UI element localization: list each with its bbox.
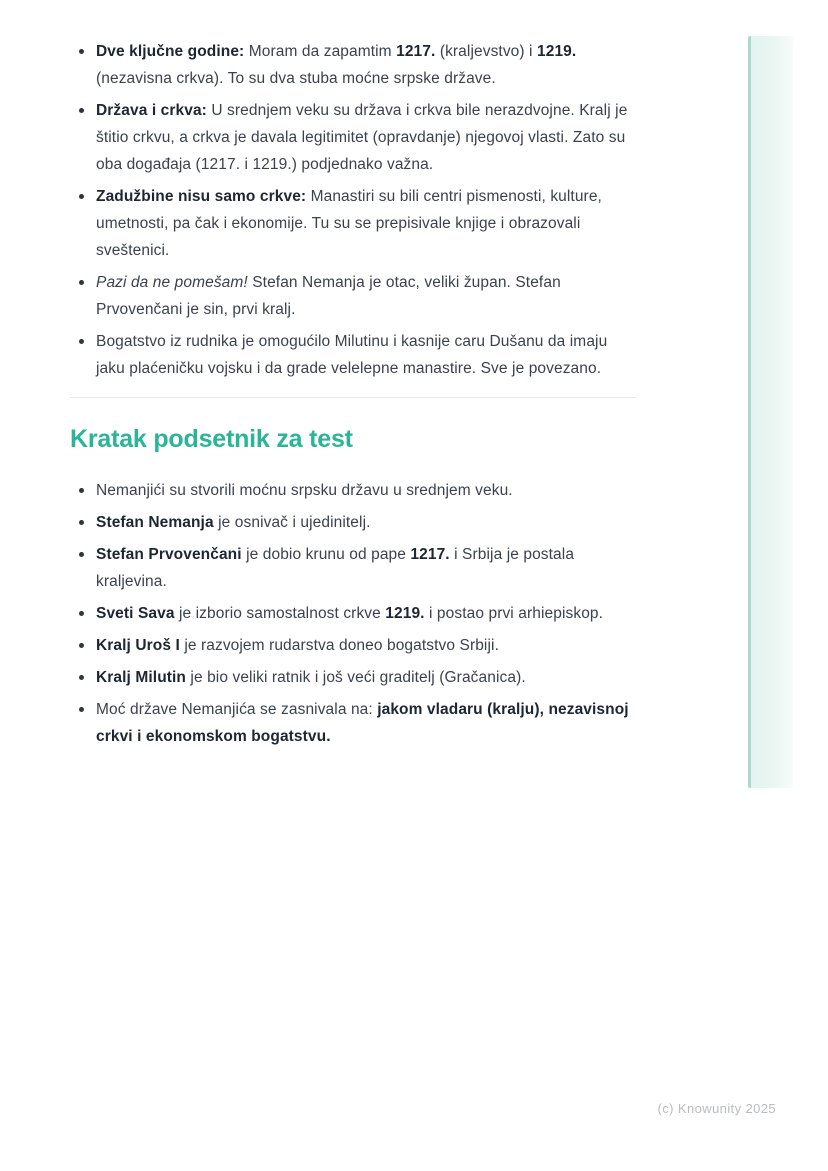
text-segment: Sveti Sava: [96, 605, 175, 622]
section-divider: [70, 397, 636, 398]
text-segment: Zadužbine nisu samo crkve:: [96, 188, 307, 205]
note-content: [70, 38, 636, 755]
text-segment: i Srbija je postala kraljevina.: [96, 546, 575, 590]
text-segment: 1219.: [385, 605, 425, 622]
text-segment: Stefan Nemanja: [96, 514, 214, 531]
text-segment: Moć države Nemanjića se zasnivala na:: [96, 701, 378, 718]
text-segment: (nezavisna crkva). To su dva stuba moćne srpske države.: [96, 70, 496, 87]
copyright-footer: (c) Knowunity 2025: [657, 1101, 776, 1116]
text-segment: Stefan Nemanja je otac, veliki župan. Stefan Prvovenčani je sin, prvi kralj.: [96, 274, 561, 318]
list-item: [70, 477, 636, 504]
list-item: [70, 97, 636, 178]
page-highlight-bar: [748, 36, 793, 788]
text-segment: Bogatstvo iz rudnika je omogućilo Milutinu i kasnije caru Dušanu da imaju jaku plaćeničku vojsku i da grade velelepne manastire. Sve je povezano.: [96, 333, 608, 377]
text-segment: 1219.: [537, 43, 577, 60]
text-segment: jakom vladaru (kralju), nezavisnoj crkvi i ekonomskom bogatstvu.: [96, 701, 629, 745]
list-item: [70, 664, 636, 691]
list-item: [70, 696, 636, 750]
list-item: [70, 509, 636, 536]
text-segment: Stefan Prvovenčani: [96, 546, 242, 563]
text-segment: (kraljevstvo) i: [435, 43, 538, 60]
text-segment: 1217.: [410, 546, 450, 563]
text-segment: je bio veliki ratnik i još veći graditelj (Gračanica).: [186, 669, 526, 686]
text-segment: Kralj Milutin: [96, 669, 186, 686]
list-item: [70, 38, 636, 92]
text-segment: Moram da zapamtim: [244, 43, 397, 60]
summary-list: [70, 477, 636, 750]
text-segment: Država i crkva:: [96, 102, 207, 119]
text-segment: je dobio krunu od pape: [241, 546, 411, 563]
list-item: [70, 541, 636, 595]
text-segment: Pazi da ne pomešam!: [96, 274, 248, 291]
text-segment: i postao prvi arhiepiskop.: [424, 605, 604, 622]
list-item: [70, 183, 636, 264]
text-segment: Nemanjići su stvorili moćnu srpsku državu u srednjem veku.: [96, 482, 513, 499]
list-item: [70, 632, 636, 659]
text-segment: je osnivač i ujedinitelj.: [213, 514, 371, 531]
text-segment: Dve ključne godine:: [96, 43, 245, 60]
text-segment: 1217.: [396, 43, 436, 60]
text-segment: Manastiri su bili centri pismenosti, kulture, umetnosti, pa čak i ekonomije. Tu su se prepisivale knjige i obrazovali sveštenici.: [96, 188, 602, 259]
text-segment: je razvojem rudarstva doneo bogatstvo Srbiji.: [179, 637, 499, 654]
list-item: [70, 269, 636, 323]
list-item: [70, 600, 636, 627]
text-segment: U srednjem veku su država i crkva bile nerazdvojne. Kralj je štitio crkvu, a crkva je davala legitimitet (opravdanje) njegovoj vlasti. Zato su oba događaja (1217. i 1219.) podjednako važna.: [96, 102, 628, 173]
section-heading: Kratak podsetnik za test: [70, 425, 353, 453]
notes-list: [70, 38, 636, 382]
text-segment: Kralj Uroš I: [96, 637, 180, 654]
text-segment: je izborio samostalnost crkve: [174, 605, 386, 622]
list-item: [70, 328, 636, 382]
